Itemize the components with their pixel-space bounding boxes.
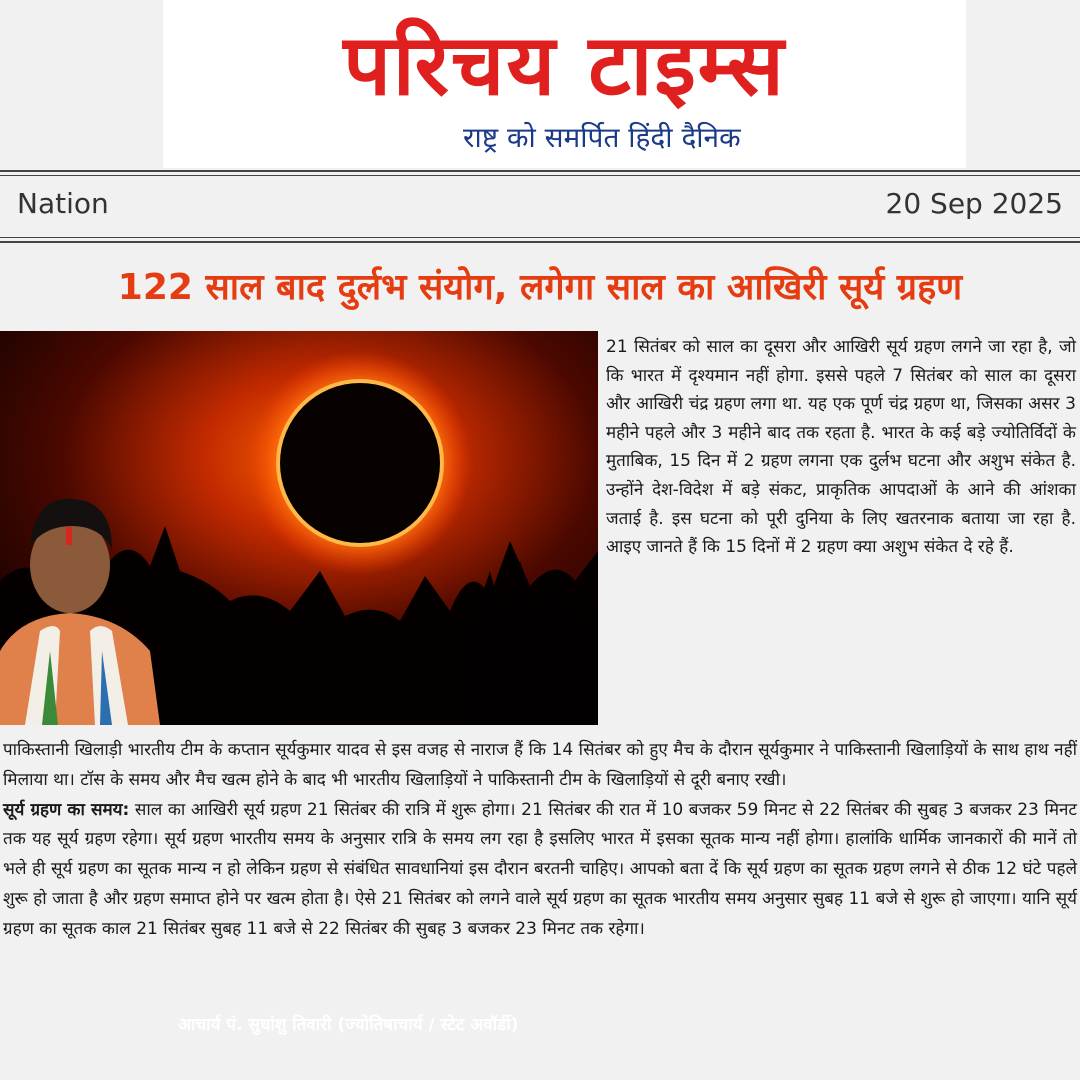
body-paragraph-1: पाकिस्तानी खिलाड़ी भारतीय टीम के कप्तान सूर्यकुमार यादव से इस वजह से नाराज हैं कि 14 सितंबर को हुए मैच के दौरान सूर्यकुमार ने पाकिस्तानी खिलाड़ियों के साथ हाथ नहीं मिलाया था। टॉस के समय और मैच खत्म होने के बाद भी भारतीय खिलाड़ियों ने पाकिस्तानी टीम के खिलाड़ियों से दूरी बनाए रखी। bbox=[3, 740, 1077, 790]
publish-date: 20 Sep 2025 bbox=[885, 187, 1063, 220]
eclipse-illustration bbox=[0, 331, 598, 725]
newspaper-tagline: राष्ट्र को समर्पित हिंदी दैनिक bbox=[463, 121, 741, 154]
article-body bbox=[3, 736, 1077, 945]
article-headline: 122 साल बाद दुर्लभ संयोग, लगेगा साल का आखिरी सूर्य ग्रहण bbox=[117, 267, 963, 308]
masthead bbox=[163, 0, 966, 168]
mid-rule-thick bbox=[0, 241, 1080, 243]
top-rule-thin bbox=[0, 175, 1080, 176]
newspaper-logo: परिचय टाइम्स bbox=[343, 16, 786, 114]
top-rule-thick bbox=[0, 170, 1080, 172]
body-paragraph-2 bbox=[3, 796, 1077, 945]
article-intro-text: 21 सितंबर को साल का दूसरा और आखिरी सूर्य ग्रहण लगने जा रहा है, जो कि भारत में दृश्यमान नहीं होगा. इससे पहले 7 सितंबर को साल का दूसरा और आखिरी चंद्र ग्रहण लगा था. यह एक पूर्ण चंद्र ग्रहण था, जिसका असर 3 महीने पहले और 3 महीने बाद तक रहता है. भारत के कई बड़े ज्योतिर्विदों के मुताबिक, 15 दिन में 2 ग्रहण लगना एक दुर्लभ घटना और अशुभ संकेत है. उन्होंने देश-विदेश में बड़े संकट, प्राकृतिक आपदाओं के आने की आंशका जताई है. इस घटना को पूरी दुनिया के लिए खतरनाक बताया जा रहा है. आइए जानते हैं कि 15 दिनों में 2 ग्रहण क्या अशुभ संकेत दे रहे हैं. bbox=[606, 337, 1076, 558]
photo-caption: आचार्य पं. सुधांशु तिवारी (ज्योतिषाचार्य / स्टेट अवॉर्डी) bbox=[178, 1015, 519, 1035]
paragraph-text: साल का आखिरी सूर्य ग्रहण 21 सितंबर की रात्रि में शुरू होगा। 21 सितंबर की रात में 10 बजकर 59 मिनट से 22 सितंबर की सुबह 3 बजकर 23 मिनट तक यह सूर्य ग्रहण रहेगा। सूर्य ग्रहण भारतीय समय के अनुसार रात्रि के समय लग रहा है इसलिए भारत में इसका सूतक मान्य नहीं होगा। हालांकि धार्मिक जानकारों की मानें तो भले ही सूर्य ग्रहण का सूतक मान्य न हो लेकिन ग्रहण से संबंधित सावधानियां इस दौरान बरतनी चाहिए। आपको बता दें कि सूर्य ग्रहण का सूतक ग्रहण लगने से ठीक 12 घंटे पहले शुरू हो जाता है और ग्रहण समाप्त होने पर खत्म होता है। ऐसे 21 सितंबर को लगने वाले सूर्य ग्रहण का सूतक भारतीय समय अनुसार सुबह 11 बजे से शुरू हो जाएगा। यानि सूर्य ग्रहण का सूतक काल 21 सितंबर सुबह 11 बजे से 22 सितंबर की सुबह 3 बजकर 23 मिनट तक रहेगा। bbox=[3, 799, 1077, 939]
mid-rule-thin bbox=[0, 237, 1080, 238]
section-label: Nation bbox=[17, 187, 109, 220]
paragraph-lead: सूर्य ग्रहण का समय: bbox=[3, 799, 130, 820]
